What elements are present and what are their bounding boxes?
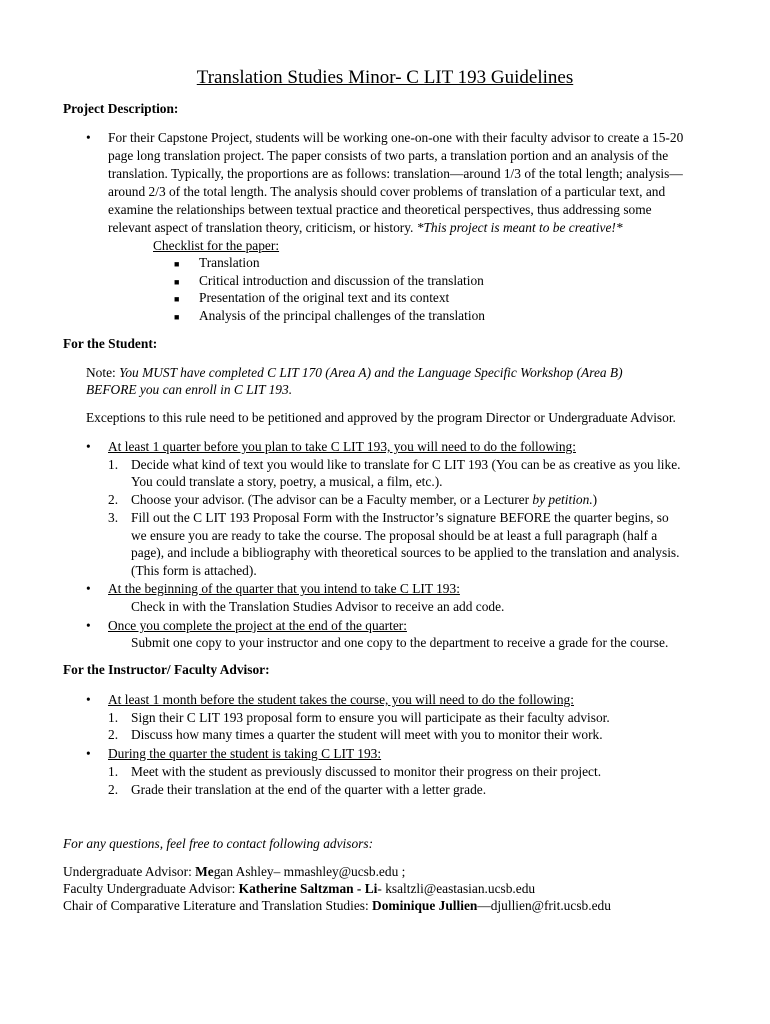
contact-name-bold: Me [195,864,214,879]
bullet-icon: • [86,439,91,454]
page-title: Translation Studies Minor- C LIT 193 Guidelines [196,67,574,88]
instructor-step-text: Grade their translation at the end of the quarter with a letter grade. [131,782,487,797]
contact-email[interactable]: - ksaltzli@eastasian.ucsb.edu [377,881,536,896]
checklist-item: Critical introduction and discussion of the translation [199,273,484,288]
student-step-text: page), and include a bibliography with theoretical sources to be applied to the translation and analysis. [131,545,680,560]
contact-label: Chair of Comparative Literature and Translation Studies: [63,898,373,913]
contact-email[interactable]: – mmashley@ucsb.edu ; [273,864,406,879]
list-number: 2. [108,727,119,742]
step-text-italic: by petition. [532,492,593,507]
bullet-icon: • [86,581,91,596]
note-text: You MUST have completed C LIT 170 (Area A) and the Language Specific Workshop (Area B) [119,365,623,380]
instructor-step-heading: At least 1 month before the student takes the course, you will need to do the following: [108,692,574,707]
student-step-text: You could translate a story, poetry, a musical, a film, etc.). [131,474,443,489]
contact-label: Faculty Undergraduate Advisor: [63,881,239,896]
note-prefix: Note: [86,365,120,380]
list-number: 2. [108,782,119,797]
list-number: 1. [108,764,119,779]
checklist-item: Analysis of the principal challenges of the translation [199,308,485,323]
paragraph-line: translation. Typically, the proportions are as follows: translation—around 1/3 of the total length; analysis— [108,166,683,181]
student-step-text: Submit one copy to your instructor and one copy to the department to receive a grade for the course. [131,635,669,650]
student-step-text: Check in with the Translation Studies Advisor to receive an add code. [131,599,505,614]
instructor-step-text: Meet with the student as previously discussed to monitor their progress on their project. [131,764,602,779]
bullet-icon: • [86,746,91,761]
student-step-text: Fill out the C LIT 193 Proposal Form with the Instructor’s signature BEFORE the quarter begins, so [131,510,669,525]
exceptions-text: Exceptions to this rule need to be petitioned and approved by the program Director or Undergraduate Advisor. [86,410,676,425]
student-step-text: Decide what kind of text you would like to translate for C LIT 193 (You can be as creative as you like. [131,457,681,472]
creative-note: *This project is meant to be creative!* [416,220,623,235]
instructor-step-heading: During the quarter the student is taking C LIT 193: [108,746,382,761]
checklist-item: Presentation of the original text and its context [199,290,450,305]
contact-chair [63,897,611,915]
contacts-intro: For any questions, feel free to contact following advisors: [63,836,374,851]
checklist-title: Checklist for the paper: [153,238,280,253]
note-text: BEFORE you can enroll in C LIT 193. [86,382,293,397]
student-step-heading: At least 1 quarter before you plan to take C LIT 193, you will need to do the following: [108,439,576,454]
paragraph-line: page long translation project. The paper consists of two parts, a translation portion and an analysis of the [108,148,669,163]
step-text: ) [592,492,598,507]
list-number: 1. [108,710,119,725]
contact-name-bold: Dominique Jullien [372,898,478,913]
contact-faculty-advisor [63,880,535,898]
paragraph-text: relevant aspect of translation theory, criticism, or history. [108,220,417,235]
bullet-icon: • [86,618,91,633]
paragraph-line: examine the relationships between textual practice and theoretical perspectives, thus addressing some [108,202,652,217]
contact-email[interactable]: —djullien@frit.ucsb.edu [477,898,611,913]
student-heading: For the Student: [63,336,158,351]
square-bullet-icon: ■ [174,277,180,287]
paragraph-line: For their Capstone Project, students will be working one-on-one with their faculty advisor to create a 15-20 [108,130,684,145]
project-description-heading: Project Description: [63,101,179,116]
bullet-icon: • [86,692,91,707]
instructor-heading: For the Instructor/ Faculty Advisor: [63,662,270,677]
list-number: 2. [108,492,119,507]
paragraph-line: around 2/3 of the total length. The analysis should cover problems of translation of a particular text, and [108,184,666,199]
student-note [86,364,623,382]
student-step-text: we ensure you are ready to take the course. The proposal should be at least a full paragraph (half a [131,528,658,543]
contact-label: Undergraduate Advisor: [63,864,196,879]
square-bullet-icon: ■ [174,312,180,322]
step-text: Choose your advisor. (The advisor can be a Faculty member, or a Lecturer [131,492,533,507]
student-step-heading: Once you complete the project at the end of the quarter: [108,618,407,633]
list-number: 3. [108,510,119,525]
student-step-heading: At the beginning of the quarter that you intend to take C LIT 193: [108,581,460,596]
contact-name-bold: Katherine Saltzman - Li [238,881,378,896]
bullet-icon: • [86,130,91,145]
square-bullet-icon: ■ [174,259,180,269]
list-number: 1. [108,457,119,472]
contact-undergraduate-advisor [63,863,405,881]
instructor-step-text: Discuss how many times a quarter the student will meet with you to monitor their work. [131,727,603,742]
square-bullet-icon: ■ [174,294,180,304]
contact-name: gan Ashley [213,864,274,879]
checklist-item: Translation [199,255,260,270]
student-step-text [131,491,597,509]
paragraph-line [108,219,708,237]
instructor-step-text: Sign their C LIT 193 proposal form to ensure you will participate as their faculty advisor. [131,710,610,725]
project-paragraph [108,129,708,237]
student-step-text: (This form is attached). [131,563,257,578]
